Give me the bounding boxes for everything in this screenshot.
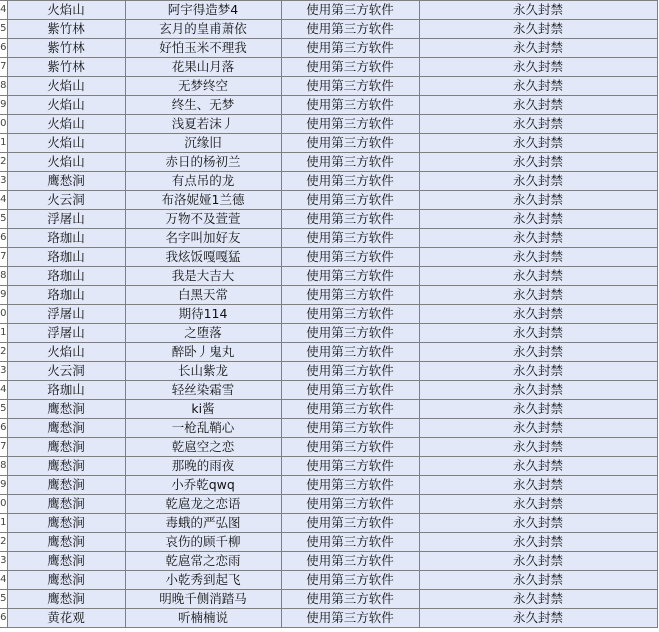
penalty-cell[interactable]: 永久封禁 xyxy=(419,134,657,153)
server-cell[interactable]: 火焰山 xyxy=(7,115,125,134)
row-number[interactable]: 0 xyxy=(0,495,7,514)
row-number[interactable]: 2 xyxy=(0,153,7,172)
row-number[interactable]: 1 xyxy=(0,134,7,153)
penalty-cell[interactable]: 永久封禁 xyxy=(419,172,657,191)
row-number[interactable]: 2 xyxy=(0,343,7,362)
table-row[interactable] xyxy=(0,495,657,514)
row-number[interactable]: 1 xyxy=(0,324,7,343)
penalty-cell[interactable]: 永久封禁 xyxy=(419,248,657,267)
player-name-cell[interactable]: 之堕落 xyxy=(125,324,281,343)
row-number[interactable]: 9 xyxy=(0,96,7,115)
server-cell[interactable]: 珞珈山 xyxy=(7,267,125,286)
table-row[interactable] xyxy=(0,191,657,210)
server-cell[interactable]: 火焰山 xyxy=(7,343,125,362)
table-row[interactable] xyxy=(0,172,657,191)
violation-reason-cell[interactable]: 使用第三方软件 xyxy=(281,343,419,362)
penalty-cell[interactable]: 永久封禁 xyxy=(419,400,657,419)
penalty-cell[interactable]: 永久封禁 xyxy=(419,20,657,39)
row-number[interactable]: 4 xyxy=(0,1,7,20)
player-name-cell[interactable]: 醉卧丿鬼丸 xyxy=(125,343,281,362)
penalty-cell[interactable]: 永久封禁 xyxy=(419,229,657,248)
penalty-cell[interactable]: 永久封禁 xyxy=(419,457,657,476)
server-cell[interactable]: 鹰愁涧 xyxy=(7,571,125,590)
server-cell[interactable]: 鹰愁涧 xyxy=(7,400,125,419)
server-cell[interactable]: 珞珈山 xyxy=(7,229,125,248)
table-row[interactable] xyxy=(0,343,657,362)
server-cell[interactable]: 鹰愁涧 xyxy=(7,495,125,514)
violation-reason-cell[interactable]: 使用第三方软件 xyxy=(281,115,419,134)
table-row[interactable] xyxy=(0,267,657,286)
player-name-cell[interactable]: 毒蛾的严弘图 xyxy=(125,514,281,533)
violation-reason-cell[interactable]: 使用第三方软件 xyxy=(281,571,419,590)
table-row[interactable] xyxy=(0,457,657,476)
penalty-cell[interactable]: 永久封禁 xyxy=(419,381,657,400)
row-number[interactable]: 9 xyxy=(0,286,7,305)
player-name-cell[interactable]: 听楠楠说 xyxy=(125,609,281,628)
violation-reason-cell[interactable]: 使用第三方软件 xyxy=(281,39,419,58)
violation-reason-cell[interactable]: 使用第三方软件 xyxy=(281,324,419,343)
table-row[interactable] xyxy=(0,419,657,438)
player-name-cell[interactable]: 花果山月落 xyxy=(125,58,281,77)
violation-reason-cell[interactable]: 使用第三方软件 xyxy=(281,153,419,172)
row-number[interactable]: 3 xyxy=(0,552,7,571)
ban-list-body xyxy=(0,1,657,628)
violation-reason-cell[interactable]: 使用第三方软件 xyxy=(281,210,419,229)
violation-reason-cell[interactable]: 使用第三方软件 xyxy=(281,495,419,514)
server-cell[interactable]: 鹰愁涧 xyxy=(7,552,125,571)
row-number[interactable]: 1 xyxy=(0,514,7,533)
penalty-cell[interactable]: 永久封禁 xyxy=(419,590,657,609)
player-name-cell[interactable]: 小乔乾qwq xyxy=(125,476,281,495)
server-cell[interactable]: 紫竹林 xyxy=(7,39,125,58)
table-row[interactable] xyxy=(0,248,657,267)
table-row[interactable] xyxy=(0,609,657,628)
penalty-cell[interactable]: 永久封禁 xyxy=(419,571,657,590)
server-cell[interactable]: 鹰愁涧 xyxy=(7,476,125,495)
violation-reason-cell[interactable]: 使用第三方软件 xyxy=(281,609,419,628)
player-name-cell[interactable]: 轻丝染霜雪 xyxy=(125,381,281,400)
player-name-cell[interactable]: 那晚的雨夜 xyxy=(125,457,281,476)
server-cell[interactable]: 珞珈山 xyxy=(7,286,125,305)
player-name-cell[interactable]: 乾扈龙之恋语 xyxy=(125,495,281,514)
penalty-cell[interactable]: 永久封禁 xyxy=(419,438,657,457)
row-number[interactable]: 4 xyxy=(0,381,7,400)
server-cell[interactable]: 浮屠山 xyxy=(7,210,125,229)
penalty-cell[interactable]: 永久封禁 xyxy=(419,495,657,514)
violation-reason-cell[interactable]: 使用第三方软件 xyxy=(281,419,419,438)
violation-reason-cell[interactable]: 使用第三方软件 xyxy=(281,229,419,248)
row-number[interactable]: 5 xyxy=(0,590,7,609)
table-row[interactable] xyxy=(0,77,657,96)
violation-reason-cell[interactable]: 使用第三方软件 xyxy=(281,514,419,533)
table-row[interactable] xyxy=(0,286,657,305)
row-number[interactable]: 7 xyxy=(0,248,7,267)
server-cell[interactable]: 黄花观 xyxy=(7,609,125,628)
violation-reason-cell[interactable]: 使用第三方软件 xyxy=(281,305,419,324)
table-row[interactable] xyxy=(0,96,657,115)
server-cell[interactable]: 珞珈山 xyxy=(7,381,125,400)
row-number[interactable]: 6 xyxy=(0,419,7,438)
row-number[interactable]: 0 xyxy=(0,305,7,324)
row-number[interactable]: 6 xyxy=(0,39,7,58)
row-number[interactable]: 6 xyxy=(0,609,7,628)
server-cell[interactable]: 鹰愁涧 xyxy=(7,514,125,533)
table-row[interactable] xyxy=(0,381,657,400)
penalty-cell[interactable]: 永久封禁 xyxy=(419,476,657,495)
violation-reason-cell[interactable]: 使用第三方软件 xyxy=(281,191,419,210)
player-name-cell[interactable]: 哀伤的顾千柳 xyxy=(125,533,281,552)
player-name-cell[interactable]: 我炫饭嘎嘎猛 xyxy=(125,248,281,267)
row-number[interactable]: 5 xyxy=(0,210,7,229)
penalty-cell[interactable]: 永久封禁 xyxy=(419,191,657,210)
server-cell[interactable]: 火焰山 xyxy=(7,153,125,172)
violation-reason-cell[interactable]: 使用第三方软件 xyxy=(281,362,419,381)
violation-reason-cell[interactable]: 使用第三方软件 xyxy=(281,381,419,400)
player-name-cell[interactable]: 名字叫加好友 xyxy=(125,229,281,248)
server-cell[interactable]: 紫竹林 xyxy=(7,58,125,77)
player-name-cell[interactable]: 阿宇得造梦4 xyxy=(125,1,281,20)
violation-reason-cell[interactable]: 使用第三方软件 xyxy=(281,590,419,609)
player-name-cell[interactable]: 沉缘旧 xyxy=(125,134,281,153)
server-cell[interactable]: 火云洞 xyxy=(7,191,125,210)
player-name-cell[interactable]: 无梦终空 xyxy=(125,77,281,96)
penalty-cell[interactable]: 永久封禁 xyxy=(419,96,657,115)
player-name-cell[interactable]: 浅夏若沫丿 xyxy=(125,115,281,134)
table-row[interactable] xyxy=(0,476,657,495)
server-cell[interactable]: 鹰愁涧 xyxy=(7,172,125,191)
server-cell[interactable]: 鹰愁涧 xyxy=(7,438,125,457)
table-row[interactable] xyxy=(0,514,657,533)
player-name-cell[interactable]: 白黑天常 xyxy=(125,286,281,305)
table-row[interactable] xyxy=(0,552,657,571)
penalty-cell[interactable]: 永久封禁 xyxy=(419,419,657,438)
server-cell[interactable]: 火焰山 xyxy=(7,1,125,20)
penalty-cell[interactable]: 永久封禁 xyxy=(419,210,657,229)
row-number[interactable]: 9 xyxy=(0,476,7,495)
violation-reason-cell[interactable]: 使用第三方软件 xyxy=(281,58,419,77)
violation-reason-cell[interactable]: 使用第三方软件 xyxy=(281,533,419,552)
table-row[interactable] xyxy=(0,115,657,134)
row-number[interactable]: 8 xyxy=(0,267,7,286)
table-row[interactable] xyxy=(0,39,657,58)
violation-reason-cell[interactable]: 使用第三方软件 xyxy=(281,96,419,115)
penalty-cell[interactable]: 永久封禁 xyxy=(419,77,657,96)
violation-reason-cell[interactable]: 使用第三方软件 xyxy=(281,248,419,267)
server-cell[interactable]: 鹰愁涧 xyxy=(7,457,125,476)
row-number[interactable]: 5 xyxy=(0,20,7,39)
penalty-cell[interactable]: 永久封禁 xyxy=(419,267,657,286)
player-name-cell[interactable]: 好怕玉米不理我 xyxy=(125,39,281,58)
violation-reason-cell[interactable]: 使用第三方软件 xyxy=(281,400,419,419)
server-cell[interactable]: 鹰愁涧 xyxy=(7,533,125,552)
penalty-cell[interactable]: 永久封禁 xyxy=(419,362,657,381)
row-number[interactable]: 4 xyxy=(0,571,7,590)
violation-reason-cell[interactable]: 使用第三方软件 xyxy=(281,457,419,476)
player-name-cell[interactable]: 玄月的皇甫萧依 xyxy=(125,20,281,39)
player-name-cell[interactable]: 小乾秀到起飞 xyxy=(125,571,281,590)
server-cell[interactable]: 紫竹林 xyxy=(7,20,125,39)
table-row[interactable] xyxy=(0,153,657,172)
penalty-cell[interactable]: 永久封禁 xyxy=(419,58,657,77)
server-cell[interactable]: 火云洞 xyxy=(7,362,125,381)
violation-reason-cell[interactable]: 使用第三方软件 xyxy=(281,77,419,96)
table-row[interactable] xyxy=(0,1,657,20)
table-row[interactable] xyxy=(0,590,657,609)
penalty-cell[interactable]: 永久封禁 xyxy=(419,115,657,134)
player-name-cell[interactable]: 万物不及萱萱 xyxy=(125,210,281,229)
player-name-cell[interactable]: 布洛妮娅1兰德 xyxy=(125,191,281,210)
player-name-cell[interactable]: ki酱 xyxy=(125,400,281,419)
row-number[interactable]: 7 xyxy=(0,58,7,77)
violation-reason-cell[interactable]: 使用第三方软件 xyxy=(281,552,419,571)
table-row[interactable] xyxy=(0,134,657,153)
server-cell[interactable]: 浮屠山 xyxy=(7,305,125,324)
row-number[interactable]: 8 xyxy=(0,457,7,476)
row-number[interactable]: 3 xyxy=(0,172,7,191)
server-cell[interactable]: 火焰山 xyxy=(7,96,125,115)
player-name-cell[interactable]: 赤日的杨初兰 xyxy=(125,153,281,172)
row-number[interactable]: 3 xyxy=(0,362,7,381)
penalty-cell[interactable]: 永久封禁 xyxy=(419,533,657,552)
table-row[interactable] xyxy=(0,438,657,457)
violation-reason-cell[interactable]: 使用第三方软件 xyxy=(281,438,419,457)
player-name-cell[interactable]: 有点吊的龙 xyxy=(125,172,281,191)
row-number[interactable]: 8 xyxy=(0,77,7,96)
table-row[interactable] xyxy=(0,533,657,552)
table-row[interactable] xyxy=(0,20,657,39)
penalty-cell[interactable]: 永久封禁 xyxy=(419,153,657,172)
penalty-cell[interactable]: 永久封禁 xyxy=(419,514,657,533)
table-row[interactable] xyxy=(0,400,657,419)
player-name-cell[interactable]: 我是大吉大 xyxy=(125,267,281,286)
row-number[interactable]: 7 xyxy=(0,438,7,457)
player-name-cell[interactable]: 终生、无梦 xyxy=(125,96,281,115)
penalty-cell[interactable]: 永久封禁 xyxy=(419,39,657,58)
table-row[interactable] xyxy=(0,571,657,590)
player-name-cell[interactable]: 明晚千侧消踏马 xyxy=(125,590,281,609)
penalty-cell[interactable]: 永久封禁 xyxy=(419,1,657,20)
row-number[interactable]: 4 xyxy=(0,191,7,210)
server-cell[interactable]: 火焰山 xyxy=(7,77,125,96)
penalty-cell[interactable]: 永久封禁 xyxy=(419,286,657,305)
penalty-cell[interactable]: 永久封禁 xyxy=(419,609,657,628)
server-cell[interactable]: 鹰愁涧 xyxy=(7,419,125,438)
table-row[interactable] xyxy=(0,229,657,248)
table-row[interactable] xyxy=(0,362,657,381)
violation-reason-cell[interactable]: 使用第三方软件 xyxy=(281,172,419,191)
server-cell[interactable]: 浮屠山 xyxy=(7,324,125,343)
penalty-cell[interactable]: 永久封禁 xyxy=(419,552,657,571)
row-number[interactable]: 0 xyxy=(0,115,7,134)
table-row[interactable] xyxy=(0,324,657,343)
row-number[interactable]: 6 xyxy=(0,229,7,248)
violation-reason-cell[interactable]: 使用第三方软件 xyxy=(281,286,419,305)
penalty-cell[interactable]: 永久封禁 xyxy=(419,305,657,324)
player-name-cell[interactable]: 乾扈常之恋雨 xyxy=(125,552,281,571)
table-row[interactable] xyxy=(0,58,657,77)
penalty-cell[interactable]: 永久封禁 xyxy=(419,343,657,362)
violation-reason-cell[interactable]: 使用第三方软件 xyxy=(281,267,419,286)
row-number[interactable]: 2 xyxy=(0,533,7,552)
violation-reason-cell[interactable]: 使用第三方软件 xyxy=(281,1,419,20)
violation-reason-cell[interactable]: 使用第三方软件 xyxy=(281,20,419,39)
table-row[interactable] xyxy=(0,305,657,324)
server-cell[interactable]: 珞珈山 xyxy=(7,248,125,267)
row-number[interactable]: 5 xyxy=(0,400,7,419)
player-name-cell[interactable]: 长山紫龙 xyxy=(125,362,281,381)
player-name-cell[interactable]: 期待114 xyxy=(125,305,281,324)
violation-reason-cell[interactable]: 使用第三方软件 xyxy=(281,134,419,153)
penalty-cell[interactable]: 永久封禁 xyxy=(419,324,657,343)
table-row[interactable] xyxy=(0,210,657,229)
player-name-cell[interactable]: 一枪乱鞘心 xyxy=(125,419,281,438)
player-name-cell[interactable]: 乾扈空之恋 xyxy=(125,438,281,457)
violation-reason-cell[interactable]: 使用第三方软件 xyxy=(281,476,419,495)
server-cell[interactable]: 鹰愁涧 xyxy=(7,590,125,609)
server-cell[interactable]: 火焰山 xyxy=(7,134,125,153)
